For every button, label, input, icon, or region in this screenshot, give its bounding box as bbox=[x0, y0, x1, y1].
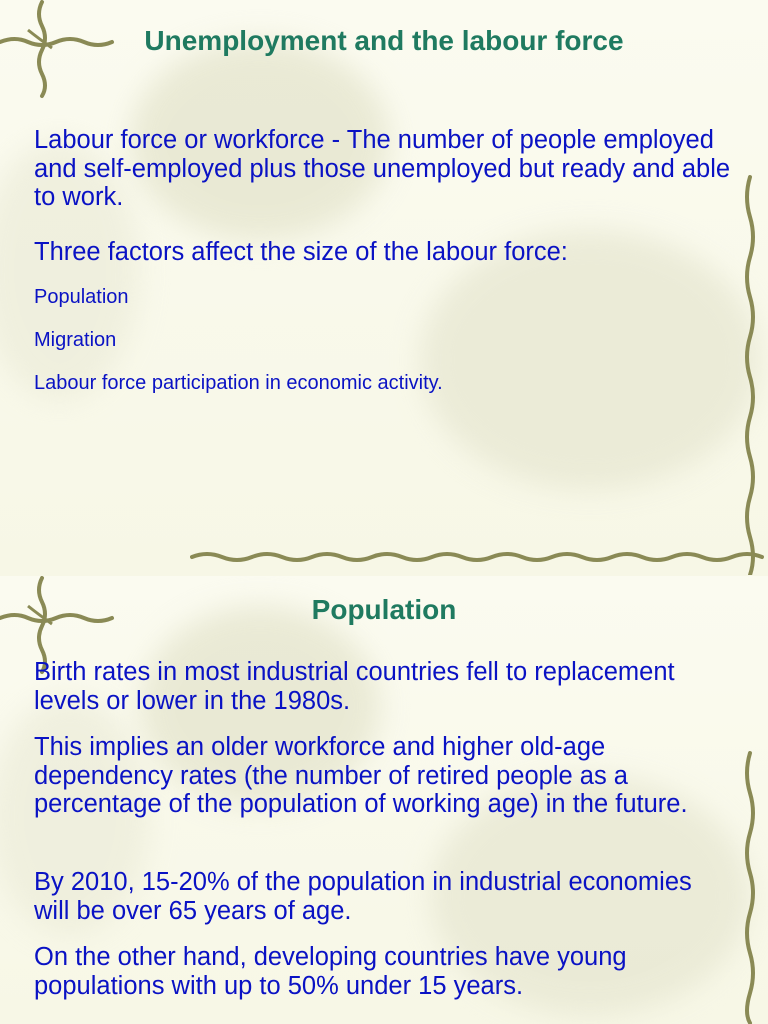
factor-item: Labour force participation in economic activity. bbox=[34, 372, 443, 394]
population-paragraph: On the other hand, developing countries have young populations with up to 50% under 15 years. bbox=[34, 943, 627, 1000]
background-flower-shape bbox=[420, 230, 760, 490]
vine-bottom-decoration-icon bbox=[190, 545, 768, 576]
slide-population bbox=[0, 576, 768, 1024]
factor-item: Population bbox=[34, 286, 129, 308]
population-paragraph: This implies an older workforce and higher old-age dependency rates (the number of retired people as a percentage of the population of working age) in the future. bbox=[34, 733, 688, 819]
factor-item: Migration bbox=[34, 329, 117, 351]
vine-right-decoration-icon bbox=[728, 751, 768, 1024]
slide-title: Population bbox=[311, 594, 457, 625]
factors-intro: Three factors affect the size of the labour force: bbox=[34, 238, 568, 266]
slide-title: Unemployment and the labour force bbox=[144, 25, 624, 56]
labour-force-definition: Labour force or workforce - The number of people employed and self-employed plus those unemployed but ready and able to work. bbox=[34, 126, 731, 212]
population-paragraph: By 2010, 15-20% of the population in industrial economies will be over 65 years of age. bbox=[34, 868, 692, 925]
vine-right-decoration-icon bbox=[728, 175, 768, 575]
population-paragraph: Birth rates in most industrial countries fell to replacement levels or lower in the 1980s. bbox=[34, 658, 675, 715]
